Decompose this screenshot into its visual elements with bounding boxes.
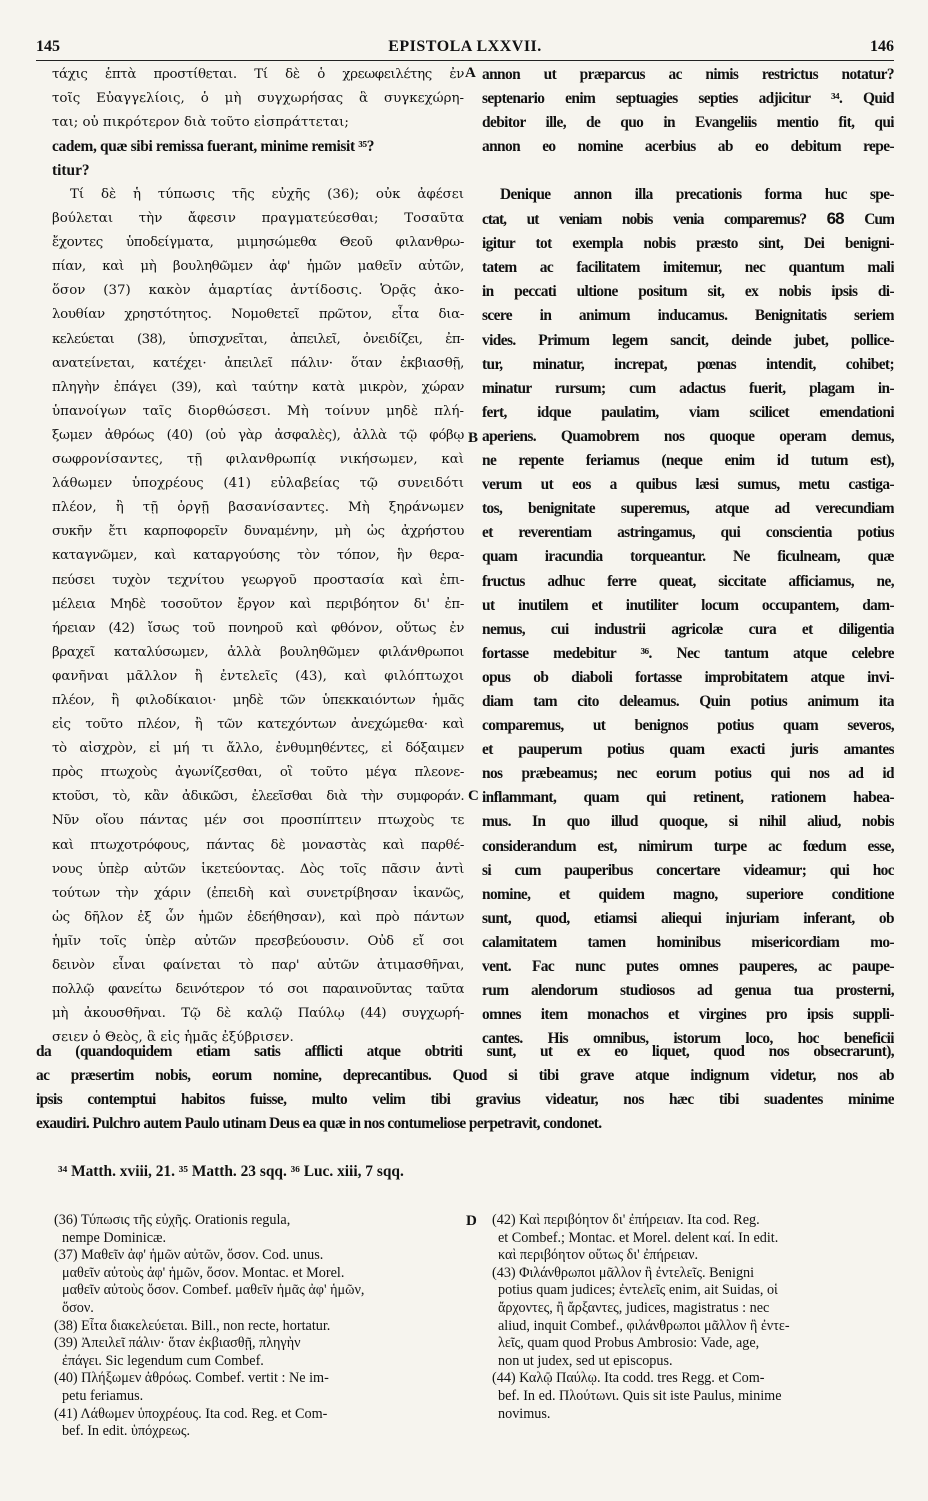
greek-line: σειεν ὁ Θεὸς, ἃ εἰς ἡμᾶς ἐξύβρισεν. bbox=[52, 1030, 294, 1046]
latin-line: igitur tot exempla nobis præsto sint, Dei benigni- bbox=[482, 235, 894, 253]
latin-line: sunt, quod, etiamsi aliequi injuriam inferant, ob bbox=[482, 909, 894, 927]
footnote-line: nempe Dominicæ. bbox=[62, 1229, 167, 1246]
greek-line: τάχις ἑπτὰ προστίθεται. Τί δὲ ὁ χρεωφειλέτης ἐν bbox=[52, 67, 464, 82]
span-line-right bbox=[482, 135, 894, 159]
latin-line: minatur rursum; cum adactus fuerit, plagam in- bbox=[482, 379, 894, 397]
footnote-line: μαθεῖν αὐτοὺς ἀφ' ἡμῶν, ὅσον. Montac. et Morel. bbox=[62, 1264, 345, 1281]
footnote-line: petu feriamus. bbox=[62, 1387, 144, 1404]
greek-column-top bbox=[52, 63, 464, 135]
fullwidth-text bbox=[36, 1040, 894, 1136]
latin-line: si cum pauperibus concertare videamur; qui hoc bbox=[482, 861, 894, 879]
page-title: EPISTOLA LXXVII. bbox=[388, 38, 542, 55]
greek-line: Νῦν οἴου πάντας μέν σοι προσπίπτειν πτωχοὺς τε bbox=[52, 813, 464, 829]
greek-line: τοῖς Εὐαγγελίοις, ὁ μὴ συγχωρήσας ἃ συγκεχώρη- bbox=[52, 91, 464, 107]
scripture-references: ³⁴ Matth. xviii, 21. ³⁵ Matth. 23 sqq. ³⁶ Luc. xiii, 7 sqq. bbox=[58, 1163, 404, 1180]
latin-line: et pauperum potius quam exacti juris amantes bbox=[482, 741, 894, 759]
greek-line: πίαν, καὶ μὴ βουληθῶμεν ἀφ' ἡμῶν μαθεῖν αὐτῶν, bbox=[52, 259, 464, 275]
latin-line: da (quandoquidem etiam satis afflicti atque obtriti sunt, ut ex eo liquet, quod nos obsecrarunt), bbox=[36, 1043, 894, 1060]
footnotes-right bbox=[492, 1212, 894, 1423]
greek-line: δεινὸν εἶναι φαίνεται τὸ παρ' αὐτῶν ἀτιμασθῆναι, bbox=[52, 958, 464, 973]
footnote-line: καὶ περιβόητον οὕτως δι' ἐπήρειαν. bbox=[498, 1247, 699, 1264]
latin-line: vides. Primum legem sancit, deinde jubet, pollice- bbox=[482, 331, 894, 349]
running-header bbox=[36, 38, 894, 60]
footnote-line: non ut judex, sed ut episcopus. bbox=[498, 1352, 673, 1369]
footnote-line: λεῖς, quam quod Probus Ambrosio: Vade, age, bbox=[498, 1335, 760, 1352]
footnote-line: (40) Πλήξωμεν ἀθρόως. Combef. vertit : Ne im- bbox=[54, 1370, 329, 1387]
latin-line: ne repente feriamus (neque enim id tutum est), bbox=[482, 452, 894, 470]
margin-marker-b: B bbox=[468, 430, 479, 446]
latin-line: tatem ac facilitatem imitemur, nec quantum mali bbox=[482, 259, 894, 277]
latin-line: nemus, cui industrii agricolæ cura et diligentia bbox=[482, 620, 894, 638]
latin-line bbox=[482, 207, 894, 232]
greek-line: φανῆναι μᾶλλον ἢ ἐντελεῖς (43), καὶ φιλόπτωχοι bbox=[52, 668, 464, 684]
latin-line: titur? bbox=[52, 162, 90, 180]
latin-line-part: Cum bbox=[864, 211, 894, 229]
greek-line: ὑπανοίγων ταῖς διορθώσεσι. Μὴ τοίνυν μηδὲ πλή- bbox=[52, 403, 464, 419]
greek-line: πολλῷ φανείτω δεινότερον τό σοι παραινοῦντας ταῦτα bbox=[52, 982, 464, 998]
latin-line: ipsis contemptui habitos fuisse, multo velim tibi gravius videatur, nos hæc tibi suadentes minime bbox=[36, 1091, 894, 1109]
footnote-line: μαθεῖν αὐτοὺς ὅσον. Combef. μαθεῖν ἡμᾶς ἀφ' ἡμῶν, bbox=[62, 1282, 365, 1299]
latin-line: calamitatem tamen hominibus misericordiam mo- bbox=[482, 933, 894, 951]
latin-line: annon ut præparcus ac nimis restrictus notatur? bbox=[482, 66, 894, 83]
greek-line: βραχεῖ καταλύσωμεν, ἀλλὰ βουληθῶμεν φιλάνθρωποι bbox=[52, 644, 464, 660]
margin-marker-a: A bbox=[465, 65, 476, 81]
footnote-line: (37) Μαθεῖν ἀφ' ἡμῶν αὐτῶν, ὅσον. Cod. unus. bbox=[54, 1247, 324, 1264]
latin-line: omnes item monachos et virgines pro ipsis suppli- bbox=[482, 1006, 894, 1024]
page-number-right: 146 bbox=[870, 38, 894, 55]
latin-line: vent. Fac nunc putes omnes pauperes, ac paupe- bbox=[482, 958, 894, 975]
latin-line: tur, minatur, increpat, pœnas intendit, cohibet; bbox=[482, 355, 894, 373]
footnote-line: ἐπάγει. Sic legendum cum Combef. bbox=[62, 1352, 264, 1369]
latin-column-top bbox=[482, 63, 894, 135]
footnote-line: (43) Φιλάνθρωποι μᾶλλον ἢ ἐντελεῖς. Benigni bbox=[492, 1264, 755, 1281]
margin-marker-d: D bbox=[466, 1213, 477, 1229]
latin-line: cantes. His omnibus, istorum loco, hoc beneficii bbox=[482, 1030, 894, 1048]
greek-line: κελεύεται (38), ὑπισχνεῖται, ἀπειλεῖ, ὀνειδίζει, ἐπ- bbox=[52, 331, 464, 347]
greek-line: ἡμῖν τοῖς ὑπὲρ αὐτῶν πρεσβεύουσιν. Οὐδ εἴ σοι bbox=[52, 933, 464, 949]
latin-line: nos præbeamus; nec eorum potius qui nos ad id bbox=[482, 765, 894, 783]
latin-line: quam iracundia torqueantur. Ne ficulneam, quæ bbox=[482, 548, 894, 566]
footnote-line: (42) Καὶ περιβόητον δι' ἐπήρειαν. Ita cod. Reg. bbox=[492, 1212, 760, 1228]
header-rule bbox=[36, 60, 894, 61]
patrologia-column-number: 68 bbox=[826, 209, 844, 229]
latin-line-part: ctat, ut veniam nobis venia comparemus? bbox=[482, 211, 807, 229]
greek-line: βούλεται τὴν ἄφεσιν πραγματεύεσθαι; Τοσαῦτα bbox=[52, 211, 464, 227]
greek-line: ήρειαν (42) ἴσως τοῦ πονηροῦ καὶ φθόνον, οὕτως ἐν bbox=[52, 620, 464, 636]
span-line-left bbox=[52, 135, 464, 183]
greek-line: πρὸς πτωχοὺς ἀγωνίζεσθαι, οἳ τοῦτο μέγα πλεονε- bbox=[52, 765, 464, 781]
footnote-line: bef. In edit. ὑπόχρεως. bbox=[62, 1423, 191, 1440]
greek-line: πλέον, ἢ τῇ ὀργῇ βασανίσαντες. Μὴ ξηράνωμεν bbox=[52, 500, 464, 516]
greek-line: κτοῦσι, τὸ, κἂν ἀδικῶσι, ἐλεεῖσθαι διὰ τὴν συμφοράν. bbox=[52, 789, 464, 805]
latin-line: septenario enim septuagies septies adjicitur ³⁴. Quid bbox=[482, 90, 894, 108]
latin-line: debitor ille, de quo in Evangeliis mentio fit, qui bbox=[482, 114, 894, 132]
greek-line: ανατείνεται, κατέχει· ἀπειλεῖ πάλιν· ὅταν ἐκβιασθῇ, bbox=[52, 355, 464, 371]
greek-column-main bbox=[52, 183, 464, 1050]
greek-line: εἰς τοῦτο πλέον, ἢ τῶν κατεχόντων ἀνεχώμεθα· καὶ bbox=[52, 717, 464, 733]
greek-line: νους ὑπὲρ αὐτῶν ἱκετεύοντας. Δὸς τοῖς πᾶσιν ἀντὶ bbox=[52, 861, 464, 877]
latin-line: exaudiri. Pulchro autem Paulo utinam Deus ea quæ in nos contumeliose perpetravit, condonet. bbox=[36, 1115, 602, 1133]
greek-line: λουθίαν χρηστότητος. Νομοθετεῖ πρῶτον, εἶτα δια- bbox=[52, 307, 464, 323]
latin-line: diam tam cito deleamus. Quin potius animum ita bbox=[482, 692, 894, 710]
latin-line: ac præsertim nobis, eorum nomine, deprecantibus. Quod si tibi grave atque indignum videtur, nos ab bbox=[36, 1067, 894, 1085]
greek-line: Τί δὲ ἡ τύπωσις τῆς εὐχῆς (36); οὐκ ἀφέσει bbox=[70, 187, 464, 202]
footnote-line: ὅσον. bbox=[62, 1299, 94, 1316]
footnote-line: (44) Καλῷ Παύλῳ. Ita codd. tres Regg. et Com- bbox=[492, 1370, 765, 1387]
footnote-line: et Combef.; Montac. et Morel. delent καί. In edit. bbox=[498, 1229, 779, 1246]
footnote-line: ἄρχοντες, ἢ ἄρξαντες, judices, magistratus : nec bbox=[498, 1299, 770, 1316]
latin-line: fructus adhuc ferre queat, siccitate afficiamus, ne, bbox=[482, 572, 894, 590]
greek-line: τούτων τὴν χάριν (ἐπειδὴ καὶ συνετρίβησαν ἱκανῶς, bbox=[52, 885, 464, 901]
margin-marker-c: C bbox=[468, 788, 479, 804]
latin-line: cadem, quæ sibi remissa fuerant, minime remisit ³⁵? bbox=[52, 138, 375, 155]
footnote-line: (41) Λάθωμεν ὑποχρέους. Ita cod. Reg. et Com- bbox=[54, 1405, 328, 1422]
latin-line: inflammant, quam qui retinent, rationem habea- bbox=[482, 789, 894, 807]
greek-line: σωφρονίσαντες, τῇ φιλανθρωπίᾳ νικήσωμεν, καὶ bbox=[52, 452, 464, 468]
latin-line: annon eo nomine acerbius ab eo debitum repe- bbox=[482, 138, 894, 155]
footnote-line: novimus. bbox=[498, 1405, 551, 1422]
greek-line: λάθωμεν ὑποχρέους (41) εὐλαβείας τῷ συνειδότι bbox=[52, 476, 464, 492]
latin-line: mus. In quo illud quoque, si nihil aliud, nobis bbox=[482, 813, 894, 831]
footnotes-left bbox=[54, 1212, 462, 1441]
latin-line: fortasse medebitur ³⁶. Nec tantum atque celebre bbox=[482, 644, 894, 662]
greek-line: ὡς δῆλον ἐξ ὧν ἡμῶν ἐδεήθησαν), καὶ πρὸ πάντων bbox=[52, 909, 464, 925]
footnote-line: (38) Εἶτα διακελεύεται. Bill., non recte, hortatur. bbox=[54, 1317, 331, 1334]
latin-line: considerandum est, nimirum turpe ac fœdum esse, bbox=[482, 837, 894, 855]
greek-line: πεύσει τυχὸν τεχνίτου γεωργοῦ προστασία καὶ ἐπι- bbox=[52, 572, 464, 588]
greek-line: ἔχοντες ὑποδείγματα, μιμησώμεθα Θεοῦ φιλανθρω- bbox=[52, 235, 464, 251]
footnote-line: (39) Ἀπειλεῖ πάλιν· ὅταν ἐκβιασθῇ, πληγὴν bbox=[54, 1335, 301, 1352]
latin-line: fert, idque paulatim, viam scilicet emendationi bbox=[482, 403, 894, 421]
greek-line: τὸ αἰσχρὸν, εἰ μή τι ἄλλο, ἐνθυμηθέντες, εἰ δόξαιμεν bbox=[52, 741, 464, 757]
footnote-line: aliud, inquit Combef., φιλάνθρωποι μᾶλλον ἢ ἐντε- bbox=[498, 1317, 790, 1334]
latin-line: in peccati ultione positum sit, ex nobis ipsis di- bbox=[482, 283, 894, 301]
footnote-line: bef. In ed. Πλούτωνι. Quis sit iste Paulus, minime bbox=[498, 1387, 782, 1404]
greek-line: καὶ πτωχοτρόφους, πάντας δὲ μοναστὰς καὶ παρθέ- bbox=[52, 837, 464, 853]
latin-line: rum alendorum studiosos ad genua tua prosterni, bbox=[482, 982, 894, 1000]
greek-line: μὴ ἀκουσθῆναι. Τῷ δὲ καλῷ Παύλῳ (44) συγχωρή- bbox=[52, 1006, 464, 1022]
greek-line: ξωμεν ἀθρόως (40) (οὐ γὰρ ἀσφαλὲς), ἀλλὰ τῷ φόβῳ bbox=[52, 427, 464, 443]
footnote-line: (36) Τύπωσις τῆς εὐχῆς. Orationis regula, bbox=[54, 1212, 291, 1228]
latin-line: comparemus, ut benignos potius quam severos, bbox=[482, 717, 894, 735]
greek-line: μέλεια Μηδὲ τοσοῦτον ἔργον καὶ περιβόητον δι' ἐπ- bbox=[52, 596, 464, 612]
greek-line: πλέον, ἢ φιλοδίκαιοι· μηδὲ τῶν ὑπεκκαιόντων ἡμᾶς bbox=[52, 692, 464, 708]
footnote-line: potius quam judices; ἐντελεῖς enim, ait Suidas, οἱ bbox=[498, 1282, 778, 1299]
page-number-left: 145 bbox=[36, 38, 60, 55]
latin-line: verum ut eos a quibus læsi sumus, metu castiga- bbox=[482, 476, 894, 494]
latin-column-main bbox=[482, 183, 894, 1051]
latin-line: tos, benignitate superemus, atque ad verecundiam bbox=[482, 500, 894, 518]
latin-line: aperiens. Quamobrem nos quoque operam demus, bbox=[482, 427, 894, 445]
latin-line: nomine, et quidem magno, superiore conditione bbox=[482, 885, 894, 903]
latin-line: scere in animum inducamus. Benignitatis seriem bbox=[482, 307, 894, 325]
greek-line: ὅσον (37) κακὸν ἁμαρτίας ἀντίδοσις. Ὁρᾷς ἀκο- bbox=[52, 283, 464, 299]
latin-line: et reverentiam astringamus, qui conscientia potius bbox=[482, 524, 894, 542]
latin-line: Denique annon illa precationis forma huc spe- bbox=[500, 186, 894, 203]
greek-line: πληγὴν ἐπάγει (39), καὶ ταύτην κατὰ μικρὸν, χώραν bbox=[52, 379, 464, 395]
greek-line: συκῆν ἔτι καρποφορεῖν δυναμένην, μὴ ὡς ἀχρήστου bbox=[52, 524, 464, 540]
latin-line: ut inutilem et inutiliter locum occupantem, dam- bbox=[482, 596, 894, 614]
greek-line: καταγνῶμεν, καὶ καταργούσης τὸν τόπον, ἣν θερα- bbox=[52, 548, 464, 564]
latin-line: opus ob diaboli fortasse improbitatem atque invi- bbox=[482, 668, 894, 686]
greek-line: ται; οὐ πικρότερον διὰ τοῦτο εἰσπράττεται; bbox=[52, 115, 349, 131]
